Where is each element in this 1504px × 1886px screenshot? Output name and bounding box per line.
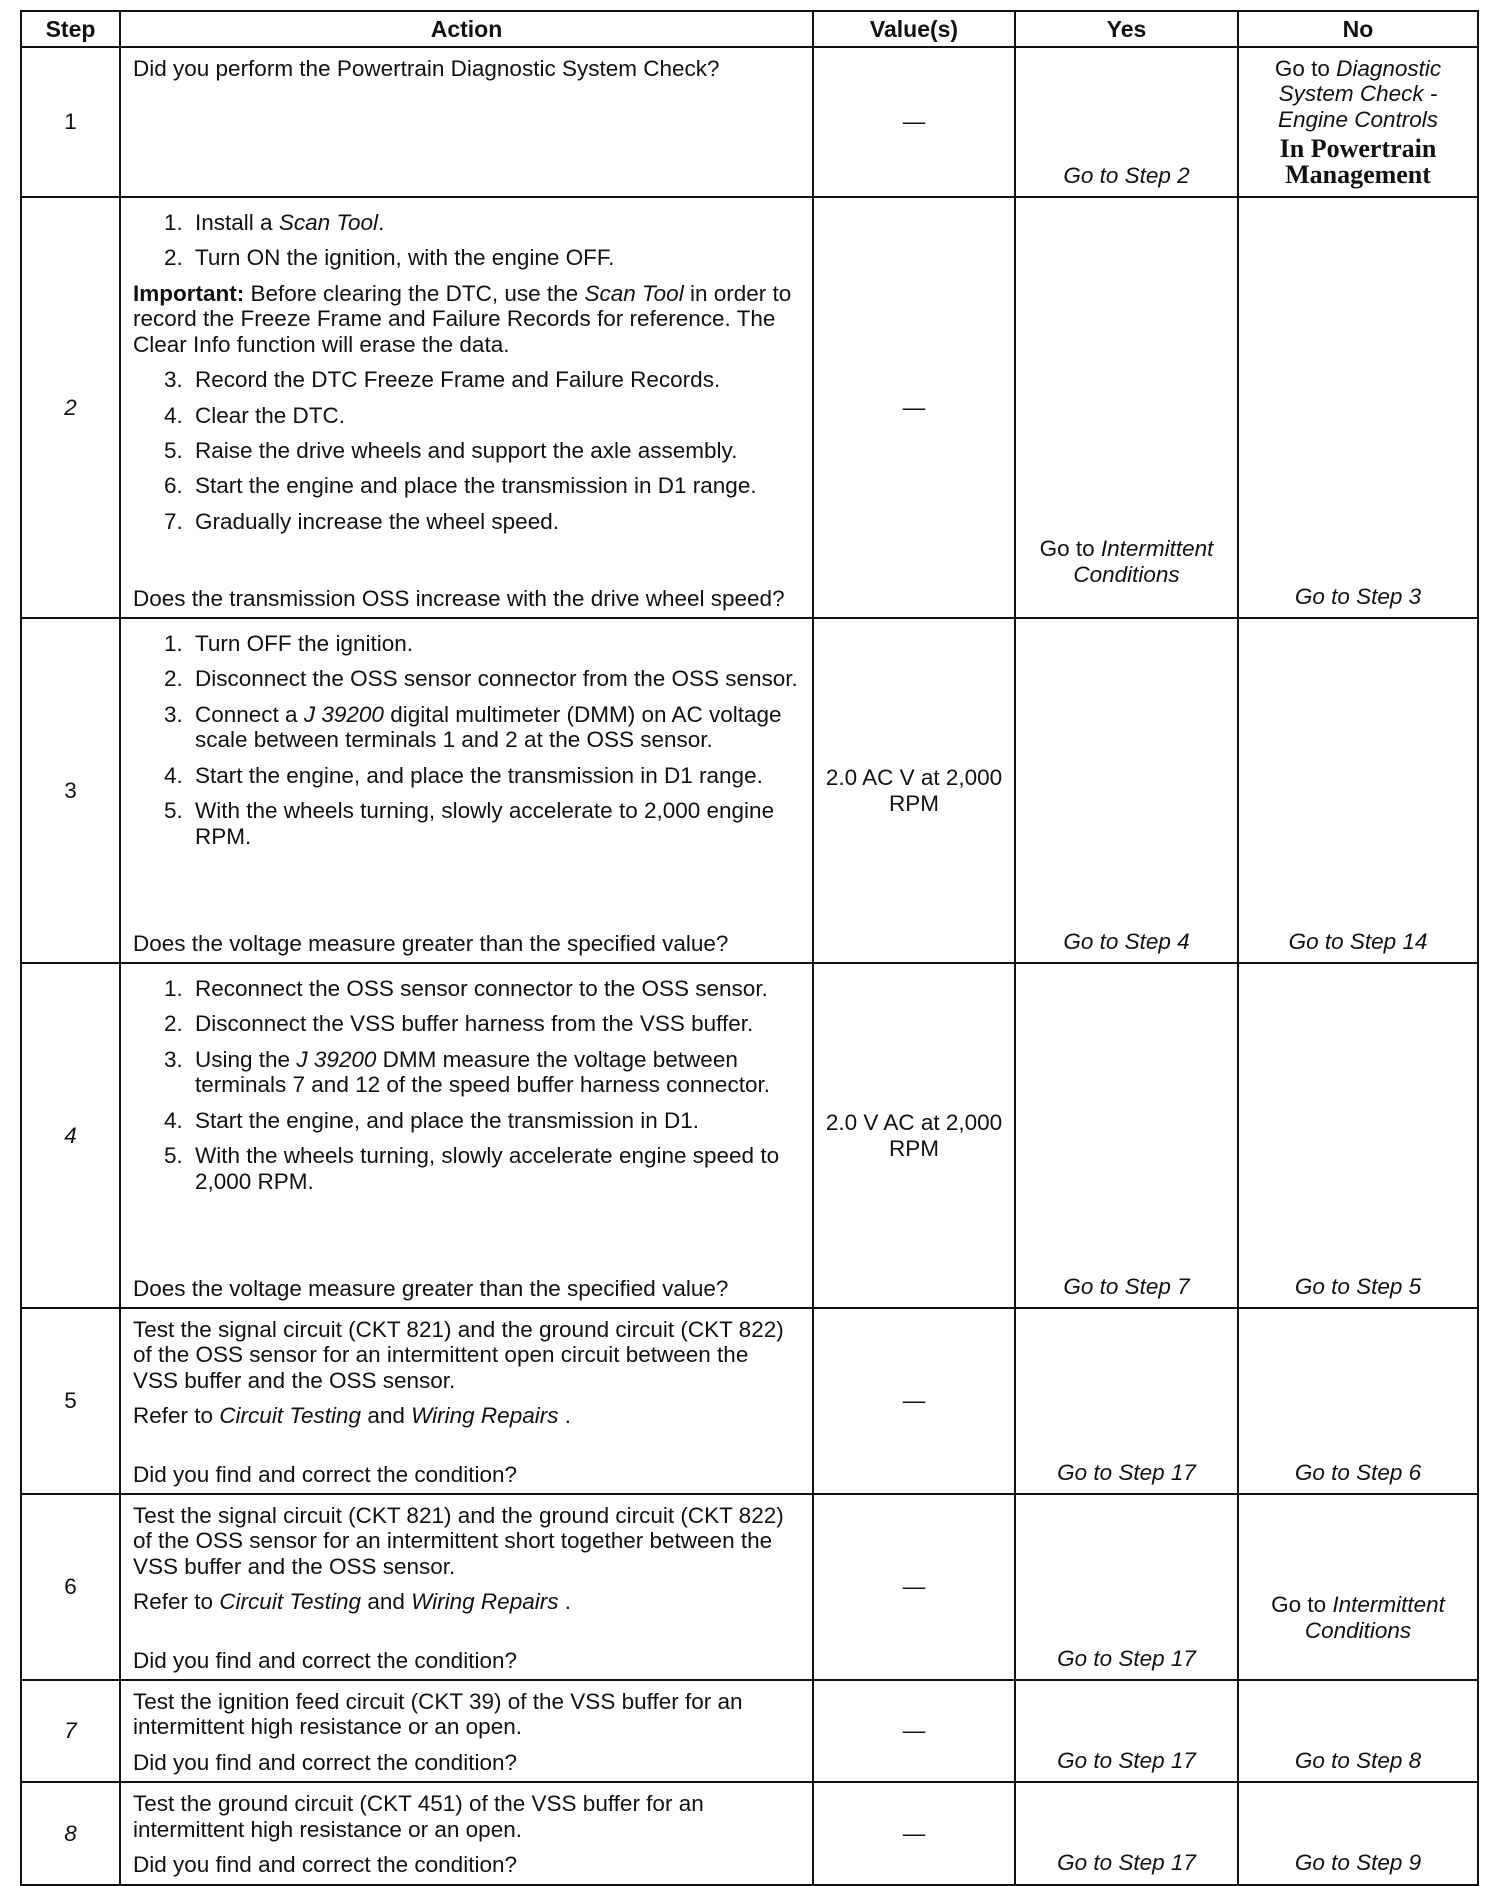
value-cell: 2.0 AC V at 2,000 RPM xyxy=(813,618,1015,963)
table-row xyxy=(21,197,1478,618)
question-text: Does the voltage measure greater than the specified value? xyxy=(133,1275,729,1301)
action-list-a xyxy=(133,210,798,271)
step-number: 1 xyxy=(21,47,120,197)
refer-line: Refer to Circuit Testing and Wiring Repairs . xyxy=(133,1589,571,1615)
list-item: 1. Reconnect the OSS sensor connector to the OSS sensor. xyxy=(189,976,798,1001)
no-cell xyxy=(1238,1308,1478,1494)
header-step: Step xyxy=(21,11,120,47)
step-number: 8 xyxy=(21,1782,120,1884)
list-item: 5. Raise the drive wheels and support the axle assembly. xyxy=(189,438,798,463)
no-link[interactable]: Diagnostic System Check - Engine Controls xyxy=(1277,56,1442,132)
yes-cell xyxy=(1015,1494,1238,1680)
header-no: No xyxy=(1238,11,1478,47)
action-list xyxy=(133,627,798,859)
value-cell: — xyxy=(813,197,1015,618)
list-item: 2. Turn ON the ignition, with the engine OFF. xyxy=(189,245,798,270)
question-text: Did you find and correct the condition? xyxy=(133,1749,517,1775)
step-number: 3 xyxy=(21,618,120,963)
list-item: 4. Start the engine, and place the transmission in D1. xyxy=(189,1108,798,1133)
action-text: Test the ground circuit (CKT 451) of the VSS buffer for an intermittent high resistance or an open. xyxy=(133,1791,704,1842)
list-item: 2. Disconnect the OSS sensor connector from the OSS sensor. xyxy=(189,666,798,691)
no-cell xyxy=(1238,1782,1478,1884)
table-row xyxy=(21,1680,1478,1782)
header-yes: Yes xyxy=(1015,11,1238,47)
list-item: 4. Clear the DTC. xyxy=(189,403,798,428)
action-text: Test the ignition feed circuit (CKT 39) of the VSS buffer for an intermittent high resistance or an open. xyxy=(133,1689,743,1740)
value-cell: — xyxy=(813,1308,1015,1494)
table-row xyxy=(21,1308,1478,1494)
no-prefix: Go to xyxy=(1274,56,1330,81)
value-cell: — xyxy=(813,1782,1015,1884)
table-row xyxy=(21,47,1478,197)
list-item: 3. Connect a J 39200 digital multimeter (DMM) on AC voltage scale between terminals 1 and 2 at the OSS sensor. xyxy=(189,702,798,753)
yes-cell xyxy=(1015,963,1238,1308)
yes-cell xyxy=(1015,1680,1238,1782)
list-item: 2. Disconnect the VSS buffer harness from the VSS buffer. xyxy=(189,1011,798,1036)
action-list-b xyxy=(133,367,798,534)
yes-cell xyxy=(1015,47,1238,197)
diagnostic-table xyxy=(20,10,1479,1886)
yes-cell xyxy=(1015,1308,1238,1494)
wiring-repairs-link[interactable]: Wiring Repairs xyxy=(411,1589,559,1615)
list-item: 5. With the wheels turning, slowly accelerate engine speed to 2,000 RPM. xyxy=(189,1143,798,1194)
table-row xyxy=(21,618,1478,963)
list-item: 5. With the wheels turning, slowly accelerate to 2,000 engine RPM. xyxy=(189,798,798,849)
table-row xyxy=(21,1494,1478,1680)
no-cell xyxy=(1238,963,1478,1308)
yes-cell xyxy=(1015,618,1238,963)
no-cell xyxy=(1238,618,1478,963)
no-link[interactable]: Go to Step 6 xyxy=(1294,1459,1422,1485)
question-text: Does the transmission OSS increase with the drive wheel speed? xyxy=(133,585,785,611)
no-cell xyxy=(1238,1494,1478,1680)
table-row xyxy=(21,1782,1478,1884)
no-link[interactable]: Intermittent Conditions xyxy=(1304,1592,1445,1643)
value-cell: — xyxy=(813,1494,1015,1680)
value-cell: 2.0 V AC at 2,000 RPM xyxy=(813,963,1015,1308)
action-cell xyxy=(120,1680,813,1782)
step-number: 7 xyxy=(21,1680,120,1782)
header-values: Value(s) xyxy=(813,11,1015,47)
no-link[interactable]: Go to Step 9 xyxy=(1294,1850,1422,1876)
question-text: Did you find and correct the condition? xyxy=(133,1852,517,1878)
no-link[interactable]: Go to Step 14 xyxy=(1288,928,1428,954)
action-text: Did you perform the Powertrain Diagnostic System Check? xyxy=(133,56,720,81)
no-cell xyxy=(1238,1680,1478,1782)
yes-link[interactable]: Go to Step 2 xyxy=(1063,162,1190,188)
yes-prefix: Go to xyxy=(1039,536,1095,562)
header-row xyxy=(21,11,1478,47)
yes-link[interactable]: Go to Step 17 xyxy=(1057,1747,1196,1773)
list-item: 3. Using the J 39200 DMM measure the voltage between terminals 7 and 12 of the speed buffer harness connector. xyxy=(189,1047,798,1098)
yes-link[interactable]: Go to Step 17 xyxy=(1057,1645,1196,1671)
list-item: 6. Start the engine and place the transmission in D1 range. xyxy=(189,473,798,498)
important-note: Important: Before clearing the DTC, use the Scan Tool in order to record the Freeze Frame and Failure Records for reference. The Clear Info function will erase the data. xyxy=(133,280,792,357)
action-text: Test the signal circuit (CKT 821) and the ground circuit (CKT 822) of the OSS sensor for an intermittent short together between the VSS buffer and the OSS sensor. xyxy=(133,1503,784,1579)
no-link[interactable]: Go to Step 5 xyxy=(1294,1273,1422,1299)
no-suffix-line1: In Powertrain xyxy=(1279,134,1437,163)
yes-link[interactable]: Go to Step 7 xyxy=(1063,1273,1190,1299)
list-item: 7. Gradually increase the wheel speed. xyxy=(189,509,798,534)
no-suffix-line2: Management xyxy=(1285,160,1431,189)
action-cell xyxy=(120,1308,813,1494)
value-cell: — xyxy=(813,1680,1015,1782)
action-cell xyxy=(120,197,813,618)
no-link[interactable]: Go to Step 3 xyxy=(1294,583,1422,609)
yes-link[interactable]: Go to Step 17 xyxy=(1057,1459,1196,1485)
step-number: 4 xyxy=(21,963,120,1308)
no-link[interactable]: Go to Step 8 xyxy=(1294,1747,1422,1773)
list-item: 4. Start the engine, and place the transmission in D1 range. xyxy=(189,763,798,788)
wiring-repairs-link[interactable]: Wiring Repairs xyxy=(411,1403,559,1429)
table-row xyxy=(21,963,1478,1308)
step-number: 6 xyxy=(21,1494,120,1680)
action-cell xyxy=(120,963,813,1308)
circuit-testing-link[interactable]: Circuit Testing xyxy=(219,1589,362,1615)
no-cell xyxy=(1238,197,1478,618)
yes-cell xyxy=(1015,197,1238,618)
action-cell xyxy=(120,618,813,963)
refer-line: Refer to Circuit Testing and Wiring Repairs . xyxy=(133,1403,571,1429)
step-number: 2 xyxy=(21,197,120,618)
circuit-testing-link[interactable]: Circuit Testing xyxy=(219,1403,362,1429)
no-cell xyxy=(1238,47,1478,197)
list-item: 1. Install a Scan Tool. xyxy=(189,210,798,235)
list-item: 3. Record the DTC Freeze Frame and Failure Records. xyxy=(189,367,798,392)
value-cell: — xyxy=(813,47,1015,197)
list-item: 1. Turn OFF the ignition. xyxy=(189,631,798,656)
yes-link[interactable]: Intermittent Conditions xyxy=(1073,536,1214,587)
yes-cell xyxy=(1015,1782,1238,1884)
action-list xyxy=(133,972,798,1204)
header-action: Action xyxy=(120,11,813,47)
action-cell xyxy=(120,1782,813,1884)
question-text: Did you find and correct the condition? xyxy=(133,1647,517,1673)
yes-link[interactable]: Go to Step 17 xyxy=(1057,1850,1196,1876)
action-text: Test the signal circuit (CKT 821) and the ground circuit (CKT 822) of the OSS sensor for an intermittent open circuit between the VSS buffer and the OSS sensor. xyxy=(133,1317,784,1393)
action-cell xyxy=(120,47,813,197)
step-number: 5 xyxy=(21,1308,120,1494)
yes-link[interactable]: Go to Step 4 xyxy=(1063,928,1190,954)
action-cell xyxy=(120,1494,813,1680)
question-text: Does the voltage measure greater than the specified value? xyxy=(133,930,729,956)
question-text: Did you find and correct the condition? xyxy=(133,1461,517,1487)
no-prefix: Go to xyxy=(1271,1592,1327,1618)
